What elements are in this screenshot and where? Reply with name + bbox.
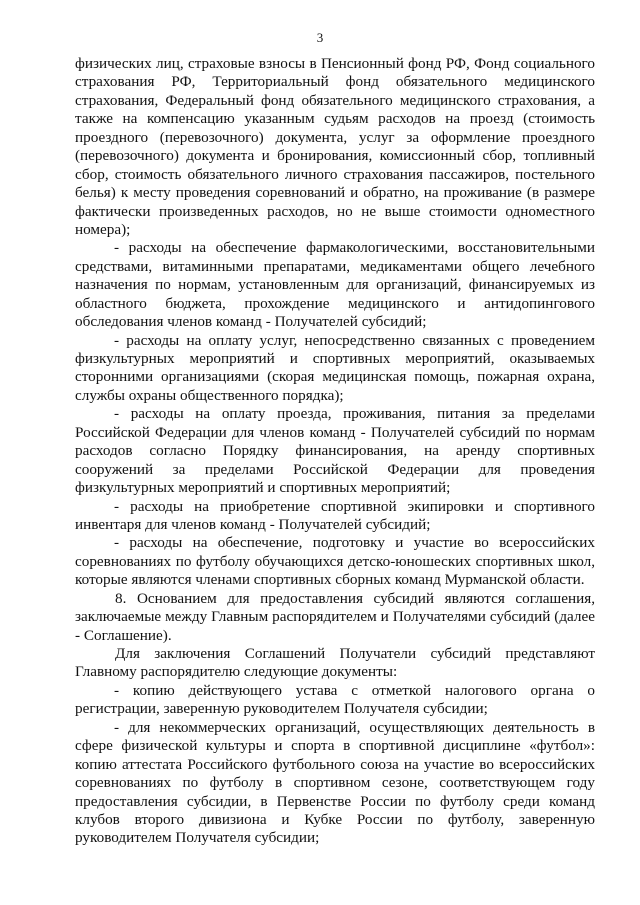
text-line: физкультурных мероприятий и спортивных мероприятий;	[75, 479, 451, 497]
text-line: службы охраны общественного порядка);	[75, 386, 344, 404]
text-line: предоставления субсидии, в Первенстве России по футболу среди команд	[75, 792, 595, 810]
document-body	[75, 55, 595, 848]
text-line: страхования, Федеральный фонд обязательного медицинского страхования, а	[75, 91, 595, 109]
text-line: физических лиц, страховые взносы в Пенсионный фонд РФ, Фонд социального	[75, 55, 595, 72]
text-line: - расходы на оплату услуг, непосредственно связанных с проведением	[114, 331, 595, 349]
text-line: - для некоммерческих организаций, осуществляющих деятельность в	[114, 718, 595, 736]
text-line: сторонними организациями (скорая медицинская помощь, пожарная охрана,	[75, 368, 595, 386]
text-line: обследования членов команд - Получателей субсидий;	[75, 313, 427, 331]
text-line: - расходы на оплату проезда, проживания, питания за пределами	[114, 405, 595, 423]
text-line: - расходы на обеспечение, подготовку и участие во всероссийских	[114, 534, 595, 552]
text-line: копию аттестата Российского футбольного союза на участие во всероссийских	[75, 755, 595, 773]
text-line: белья) к месту проведения соревнований и обратно, на проживание (в размере	[75, 184, 595, 202]
text-line: которые являются членами спортивных сборных команд Мурманской области.	[75, 571, 585, 589]
text-line: также на компенсацию указанным судьям расходов на проезд (стоимость	[75, 110, 595, 128]
text-line: - расходы на обеспечение фармакологическими, восстановительными	[114, 239, 595, 257]
text-line: проездного (перевозочного) документа, услуг за оформление проездного	[75, 128, 595, 146]
text-line: средствами, витаминными препаратами, медикаментами общего лечебного	[75, 257, 595, 275]
text-line: Главному распорядителю следующие документы:	[75, 663, 398, 681]
text-line: физкультурных мероприятий и спортивных мероприятий, оказываемых	[75, 350, 595, 367]
text-line: расходов согласно Порядку финансирования, на аренду спортивных	[75, 442, 595, 460]
text-line: - Соглашение).	[75, 626, 172, 644]
text-line: (перевозочного) документа и бронирования, комиссионный сбор, топливный	[75, 147, 595, 165]
page-number: 3	[316, 30, 324, 45]
text-line: соревнованиях по футболу обучающихся детско-юношеских спортивных школ,	[75, 552, 595, 570]
text-line: заключаемые между Главным распорядителем и Получателями субсидий (далее	[75, 608, 595, 626]
text-line: клубов второго дивизиона и Кубке России по футболу, заверенную	[75, 810, 595, 828]
text-line: назначения по нормам, установленным для организаций, финансируемых из	[75, 276, 595, 294]
text-line: сбор, стоимость обязательного личного страхования пассажиров, постельного	[75, 165, 595, 183]
text-line: сооружений за пределами Российской Федерации для проведения	[75, 460, 595, 478]
text-line: - копию действующего устава с отметкой налогового органа о	[114, 681, 595, 699]
text-line: - расходы на приобретение спортивной экипировки и спортивного	[114, 497, 595, 515]
text-line: фактически произведенных расходов, но не выше стоимости одноместного	[75, 202, 595, 220]
text-line: инвентаря для членов команд - Получателей субсидий;	[75, 515, 431, 533]
text-line: областного бюджета, прохождение медицинского и антидопингового	[75, 294, 595, 312]
text-line: сфере физической культуры и спорта в спортивной дисциплине «футбол»:	[75, 737, 595, 755]
text-line: страхования РФ, Территориальный фонд обязательного медицинского	[75, 73, 595, 91]
text-line: 8. Основанием для предоставления субсидий являются соглашения,	[115, 589, 595, 607]
text-line: соревнованиях по футболу в спортивном сезоне, соответствующем году	[75, 774, 595, 792]
text-line: номера);	[75, 220, 131, 238]
text-line: регистрации, заверенную руководителем Получателя субсидии;	[75, 700, 488, 718]
text-line: Российской Федерации для членов команд - Получателей субсидий по нормам	[75, 423, 595, 441]
text-line: Для заключения Соглашений Получатели субсидий представляют	[115, 645, 595, 662]
text-line: руководителем Получателя субсидии;	[75, 829, 320, 847]
